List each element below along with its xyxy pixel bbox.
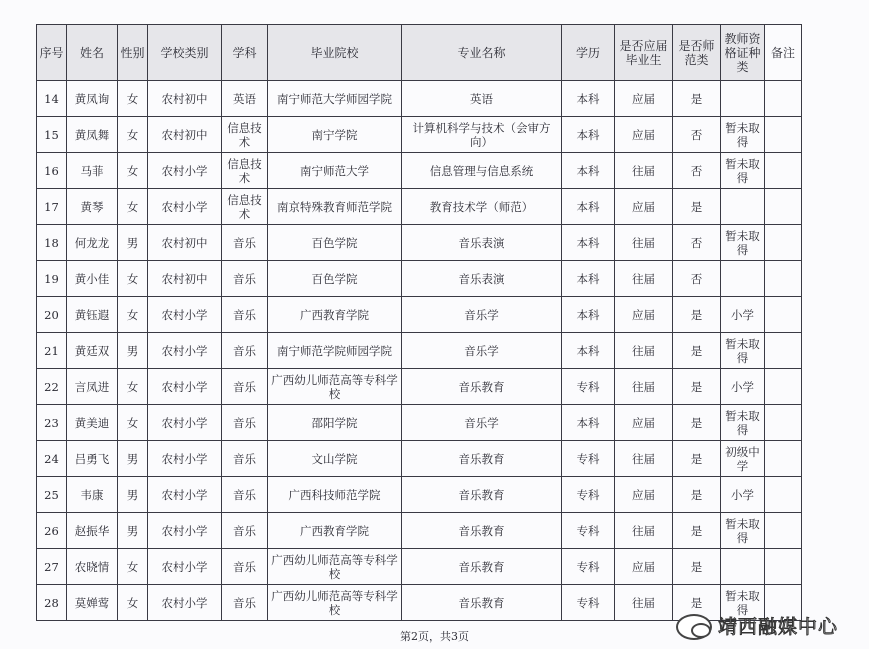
cell-school-type: 农村初中 — [148, 117, 222, 153]
cell-school-type: 农村小学 — [148, 549, 222, 585]
cell-seq: 16 — [37, 153, 67, 189]
cell-teacher-cert — [721, 189, 765, 225]
table-row — [37, 369, 802, 405]
cell-normal-major: 否 — [673, 153, 721, 189]
cell-gender: 女 — [118, 369, 148, 405]
cell-graduate-school: 百色学院 — [268, 225, 402, 261]
cell-seq: 19 — [37, 261, 67, 297]
cell-teacher-cert — [721, 261, 765, 297]
cell-gender: 女 — [118, 117, 148, 153]
cell-fresh-graduate: 应届 — [615, 117, 673, 153]
cell-name: 农晓情 — [67, 549, 118, 585]
cell-subject: 信息技术 — [222, 189, 268, 225]
cell-normal-major: 是 — [673, 81, 721, 117]
cell-seq: 20 — [37, 297, 67, 333]
cell-major: 音乐教育 — [402, 477, 562, 513]
cell-normal-major: 是 — [673, 189, 721, 225]
cell-name: 黄美迪 — [67, 405, 118, 441]
cell-school-type: 农村初中 — [148, 225, 222, 261]
cell-gender: 女 — [118, 81, 148, 117]
cell-seq: 28 — [37, 585, 67, 621]
cell-fresh-graduate: 往届 — [615, 261, 673, 297]
cell-subject: 信息技术 — [222, 153, 268, 189]
cell-graduate-school: 文山学院 — [268, 441, 402, 477]
cell-normal-major: 是 — [673, 477, 721, 513]
cell-school-type: 农村小学 — [148, 297, 222, 333]
cell-remark — [765, 405, 802, 441]
cell-major: 计算机科学与技术（会审方向） — [402, 117, 562, 153]
cell-school-type: 农村小学 — [148, 477, 222, 513]
cell-fresh-graduate: 往届 — [615, 153, 673, 189]
cell-school-type: 农村初中 — [148, 81, 222, 117]
cell-remark — [765, 549, 802, 585]
cell-teacher-cert: 暂未取得 — [721, 153, 765, 189]
cell-remark — [765, 153, 802, 189]
cell-fresh-graduate: 应届 — [615, 477, 673, 513]
cell-fresh-graduate: 往届 — [615, 513, 673, 549]
cell-graduate-school: 南宁师范大学 — [268, 153, 402, 189]
cell-fresh-graduate: 往届 — [615, 369, 673, 405]
cell-teacher-cert: 暂未取得 — [721, 225, 765, 261]
cell-seq: 27 — [37, 549, 67, 585]
cell-name: 黄钰遐 — [67, 297, 118, 333]
cell-normal-major: 是 — [673, 441, 721, 477]
cell-graduate-school: 广西幼儿师范高等专科学校 — [268, 369, 402, 405]
header-fresh-graduate: 是否应届毕业生 — [615, 25, 673, 81]
cell-major: 音乐学 — [402, 405, 562, 441]
cell-normal-major: 否 — [673, 261, 721, 297]
table-row — [37, 333, 802, 369]
cell-fresh-graduate: 往届 — [615, 441, 673, 477]
cell-graduate-school: 广西教育学院 — [268, 297, 402, 333]
cell-gender: 男 — [118, 513, 148, 549]
cell-education: 专科 — [562, 369, 615, 405]
cell-name: 何龙龙 — [67, 225, 118, 261]
cell-subject: 音乐 — [222, 441, 268, 477]
cell-school-type: 农村小学 — [148, 441, 222, 477]
cell-fresh-graduate: 应届 — [615, 405, 673, 441]
cell-major: 音乐表演 — [402, 225, 562, 261]
cell-graduate-school: 邵阳学院 — [268, 405, 402, 441]
cell-name: 赵振华 — [67, 513, 118, 549]
cell-school-type: 农村初中 — [148, 261, 222, 297]
cell-normal-major: 是 — [673, 297, 721, 333]
watermark-text: 靖西融媒中心 — [718, 616, 839, 638]
cell-fresh-graduate: 往届 — [615, 585, 673, 621]
cell-education: 专科 — [562, 513, 615, 549]
cell-remark — [765, 513, 802, 549]
cell-remark — [765, 261, 802, 297]
cell-graduate-school: 广西幼儿师范高等专科学校 — [268, 585, 402, 621]
cell-graduate-school: 南京特殊教育师范学院 — [268, 189, 402, 225]
cell-name: 马菲 — [67, 153, 118, 189]
cell-major: 音乐教育 — [402, 585, 562, 621]
cell-teacher-cert: 暂未取得 — [721, 585, 765, 621]
table-row — [37, 117, 802, 153]
cell-school-type: 农村小学 — [148, 405, 222, 441]
cell-fresh-graduate: 应届 — [615, 549, 673, 585]
cell-normal-major: 是 — [673, 549, 721, 585]
header-remark: 备注 — [765, 25, 802, 81]
cell-normal-major: 否 — [673, 117, 721, 153]
cell-fresh-graduate: 往届 — [615, 333, 673, 369]
table-row — [37, 441, 802, 477]
cell-education: 本科 — [562, 297, 615, 333]
cell-fresh-graduate: 应届 — [615, 297, 673, 333]
cell-gender: 男 — [118, 333, 148, 369]
cell-subject: 音乐 — [222, 333, 268, 369]
header-normal-major: 是否师范类 — [673, 25, 721, 81]
cell-teacher-cert: 小学 — [721, 369, 765, 405]
cell-normal-major: 是 — [673, 585, 721, 621]
cell-subject: 英语 — [222, 81, 268, 117]
cell-major: 音乐学 — [402, 333, 562, 369]
cell-teacher-cert: 暂未取得 — [721, 117, 765, 153]
cell-education: 本科 — [562, 405, 615, 441]
cell-seq: 26 — [37, 513, 67, 549]
header-row — [37, 25, 802, 81]
cell-gender: 男 — [118, 477, 148, 513]
cell-gender: 女 — [118, 297, 148, 333]
staff-table — [36, 24, 802, 621]
cell-normal-major: 是 — [673, 513, 721, 549]
table-row — [37, 549, 802, 585]
cell-name: 黄廷双 — [67, 333, 118, 369]
cell-school-type: 农村小学 — [148, 513, 222, 549]
cell-education: 本科 — [562, 333, 615, 369]
cell-name: 莫婵莺 — [67, 585, 118, 621]
cell-normal-major: 否 — [673, 225, 721, 261]
cell-remark — [765, 477, 802, 513]
table-row — [37, 153, 802, 189]
cell-name: 黄凤舞 — [67, 117, 118, 153]
table-row — [37, 513, 802, 549]
header-teacher-cert: 教师资格证种类 — [721, 25, 765, 81]
cell-graduate-school: 广西科技师范学院 — [268, 477, 402, 513]
header-school-type: 学校类别 — [148, 25, 222, 81]
cell-education: 本科 — [562, 261, 615, 297]
cell-education: 本科 — [562, 189, 615, 225]
header-subject: 学科 — [222, 25, 268, 81]
cell-graduate-school: 南宁师范大学师园学院 — [268, 81, 402, 117]
cell-gender: 女 — [118, 189, 148, 225]
cell-gender: 女 — [118, 549, 148, 585]
cell-education: 专科 — [562, 441, 615, 477]
cell-gender: 女 — [118, 261, 148, 297]
cell-subject: 音乐 — [222, 549, 268, 585]
cell-seq: 23 — [37, 405, 67, 441]
cell-education: 专科 — [562, 585, 615, 621]
cell-remark — [765, 225, 802, 261]
cell-remark — [765, 297, 802, 333]
cell-major: 音乐表演 — [402, 261, 562, 297]
cell-remark — [765, 81, 802, 117]
cell-remark — [765, 441, 802, 477]
cell-name: 黄琴 — [67, 189, 118, 225]
cell-teacher-cert: 小学 — [721, 477, 765, 513]
wechat-icon — [676, 614, 712, 640]
cell-seq: 15 — [37, 117, 67, 153]
header-seq: 序号 — [37, 25, 67, 81]
cell-education: 专科 — [562, 477, 615, 513]
cell-seq: 22 — [37, 369, 67, 405]
cell-normal-major: 是 — [673, 333, 721, 369]
table-row — [37, 225, 802, 261]
cell-major: 音乐教育 — [402, 549, 562, 585]
cell-graduate-school: 广西幼儿师范高等专科学校 — [268, 549, 402, 585]
cell-school-type: 农村小学 — [148, 189, 222, 225]
cell-subject: 音乐 — [222, 261, 268, 297]
cell-name: 黄凤询 — [67, 81, 118, 117]
cell-gender: 女 — [118, 585, 148, 621]
table-row — [37, 405, 802, 441]
cell-graduate-school: 南宁师范学院师园学院 — [268, 333, 402, 369]
cell-graduate-school: 南宁学院 — [268, 117, 402, 153]
cell-normal-major: 是 — [673, 405, 721, 441]
page-footer: 第2页，共3页 — [400, 630, 469, 643]
cell-teacher-cert: 暂未取得 — [721, 333, 765, 369]
cell-remark — [765, 333, 802, 369]
cell-seq: 17 — [37, 189, 67, 225]
cell-education: 专科 — [562, 549, 615, 585]
cell-teacher-cert — [721, 549, 765, 585]
cell-teacher-cert: 初级中学 — [721, 441, 765, 477]
cell-gender: 男 — [118, 441, 148, 477]
cell-subject: 音乐 — [222, 585, 268, 621]
table-row — [37, 189, 802, 225]
cell-major: 英语 — [402, 81, 562, 117]
cell-subject: 音乐 — [222, 513, 268, 549]
cell-seq: 25 — [37, 477, 67, 513]
cell-subject: 音乐 — [222, 297, 268, 333]
cell-name: 韦康 — [67, 477, 118, 513]
header-gender: 性别 — [118, 25, 148, 81]
cell-subject: 音乐 — [222, 405, 268, 441]
cell-remark — [765, 117, 802, 153]
cell-school-type: 农村小学 — [148, 333, 222, 369]
table-row — [37, 81, 802, 117]
cell-fresh-graduate: 往届 — [615, 225, 673, 261]
cell-fresh-graduate: 应届 — [615, 189, 673, 225]
cell-education: 本科 — [562, 225, 615, 261]
cell-normal-major: 是 — [673, 369, 721, 405]
header-name: 姓名 — [67, 25, 118, 81]
cell-seq: 21 — [37, 333, 67, 369]
table-row — [37, 477, 802, 513]
cell-education: 本科 — [562, 153, 615, 189]
header-graduate-school: 毕业院校 — [268, 25, 402, 81]
cell-remark — [765, 189, 802, 225]
cell-major: 音乐教育 — [402, 369, 562, 405]
cell-teacher-cert: 小学 — [721, 297, 765, 333]
cell-gender: 男 — [118, 225, 148, 261]
cell-major: 信息管理与信息系统 — [402, 153, 562, 189]
cell-major: 音乐学 — [402, 297, 562, 333]
cell-major: 教育技术学（师范） — [402, 189, 562, 225]
cell-graduate-school: 广西教育学院 — [268, 513, 402, 549]
cell-subject: 音乐 — [222, 477, 268, 513]
cell-subject: 音乐 — [222, 225, 268, 261]
cell-graduate-school: 百色学院 — [268, 261, 402, 297]
table-row — [37, 261, 802, 297]
cell-fresh-graduate: 应届 — [615, 81, 673, 117]
cell-subject: 信息技术 — [222, 117, 268, 153]
cell-name: 言凤进 — [67, 369, 118, 405]
watermark — [676, 614, 838, 640]
cell-teacher-cert — [721, 81, 765, 117]
cell-teacher-cert: 暂未取得 — [721, 405, 765, 441]
cell-education: 本科 — [562, 81, 615, 117]
cell-seq: 14 — [37, 81, 67, 117]
cell-remark — [765, 369, 802, 405]
cell-school-type: 农村小学 — [148, 153, 222, 189]
header-major: 专业名称 — [402, 25, 562, 81]
cell-seq: 24 — [37, 441, 67, 477]
cell-seq: 18 — [37, 225, 67, 261]
cell-major: 音乐教育 — [402, 441, 562, 477]
table-row — [37, 297, 802, 333]
cell-education: 本科 — [562, 117, 615, 153]
cell-major: 音乐教育 — [402, 513, 562, 549]
header-education: 学历 — [562, 25, 615, 81]
cell-school-type: 农村小学 — [148, 585, 222, 621]
cell-subject: 音乐 — [222, 369, 268, 405]
cell-gender: 女 — [118, 405, 148, 441]
cell-teacher-cert: 暂未取得 — [721, 513, 765, 549]
cell-name: 黄小佳 — [67, 261, 118, 297]
cell-school-type: 农村小学 — [148, 369, 222, 405]
cell-gender: 女 — [118, 153, 148, 189]
cell-name: 吕勇飞 — [67, 441, 118, 477]
